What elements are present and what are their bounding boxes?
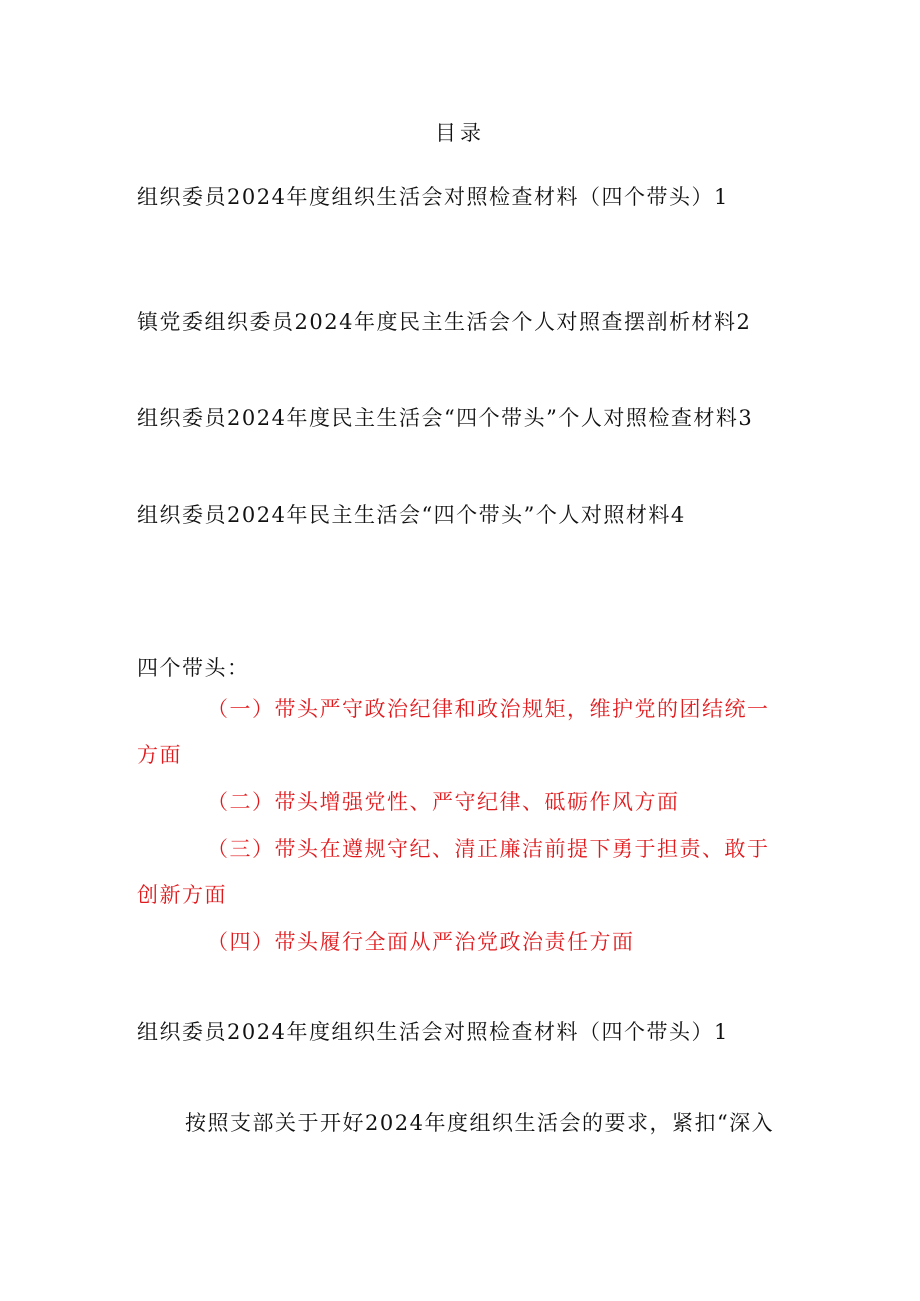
article-first-paragraph: 按照支部关于开好2024年度组织生活会的要求，紧扣“深入 bbox=[185, 1111, 775, 1135]
four-leads-item-2: （二）带头增强党性、严守纪律、砥砺作风方面 bbox=[207, 790, 680, 814]
toc-entry-2[interactable]: 镇党委组织委员2024年度民主生活会个人对照查摆剖析材料2 bbox=[137, 310, 752, 334]
toc-entry-3[interactable]: 组织委员2024年度民主生活会“四个带头”个人对照检查材料3 bbox=[137, 406, 754, 430]
toc-entry-1[interactable]: 组织委员2024年度组织生活会对照检查材料（四个带头）1 bbox=[137, 185, 729, 209]
four-leads-item-4: （四）带头履行全面从严治党政治责任方面 bbox=[207, 930, 635, 954]
article-heading: 组织委员2024年度组织生活会对照检查材料（四个带头）1 bbox=[137, 1020, 729, 1044]
toc-title: 目录 bbox=[435, 121, 485, 145]
four-leads-item-3: （三）带头在遵规守纪、清正廉洁前提下勇于担责、敢于创新方面 bbox=[137, 837, 770, 907]
four-leads-label: 四个带头： bbox=[137, 656, 250, 680]
toc-entry-4[interactable]: 组织委员2024年民主生活会“四个带头”个人对照材料4 bbox=[137, 503, 686, 527]
four-leads-item-1: （一）带头严守政治纪律和政治规矩，维护党的团结统一方面 bbox=[137, 697, 770, 767]
